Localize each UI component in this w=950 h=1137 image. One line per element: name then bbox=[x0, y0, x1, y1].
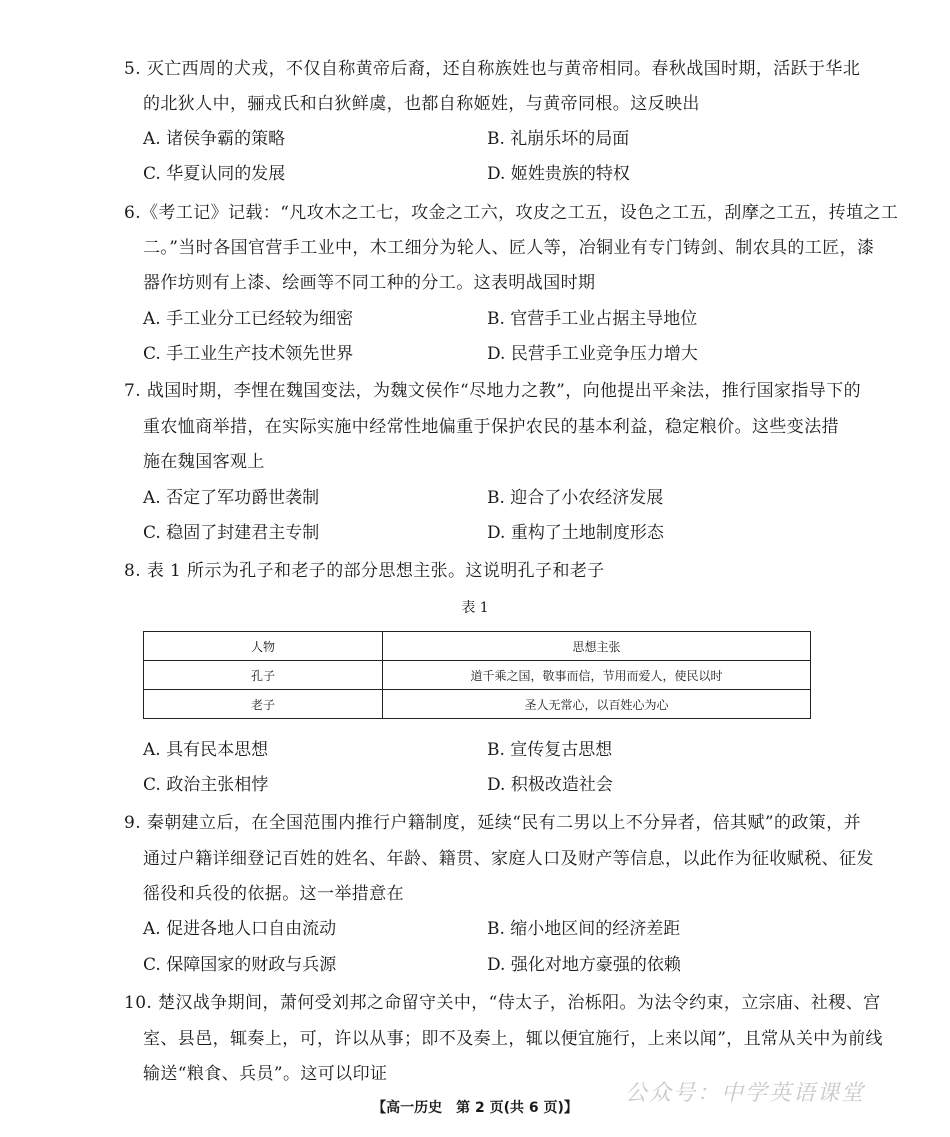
q10-stem-line-3: 输送“粮食、兵员”。这可以印证 bbox=[143, 1064, 388, 1084]
table-1 bbox=[143, 631, 811, 719]
q6-option-a: A. 手工业分工已经较为细密 bbox=[143, 309, 354, 329]
page-footer: 【高一历史 第 2 页(共 6 页)】 bbox=[372, 1100, 578, 1116]
q7-stem-line-3: 施在魏国客观上 bbox=[143, 452, 265, 472]
q6-stem-line-2: 二。”当时各国官营手工业中，木工细分为轮人、匠人等，冶铜业有专门铸剑、制农具的工匠，漆 bbox=[143, 238, 875, 258]
q10-stem-line-1: 10. 楚汉战争期间，萧何受刘邦之命留守关中，“侍太子，治栎阳。为法令约束，立宗庙、社稷、宫 bbox=[124, 993, 881, 1013]
q6-stem-line-3: 器作坊则有上漆、绘画等不同工种的分工。这表明战国时期 bbox=[143, 273, 596, 293]
q8-option-b: B. 宣传复古思想 bbox=[487, 740, 613, 760]
table-cell-person: 老子 bbox=[144, 690, 383, 719]
table-cell-thought: 道千乘之国，敬事而信，节用而爱人，使民以时 bbox=[383, 661, 811, 690]
q5-option-d: D. 姬姓贵族的特权 bbox=[487, 164, 630, 184]
q5-option-c: C. 华夏认同的发展 bbox=[143, 164, 286, 184]
q6-stem-line-1: 6.《考工记》记载：“凡攻木之工七，攻金之工六，攻皮之工五，设色之工五，刮摩之工五，抟埴之工 bbox=[124, 203, 899, 223]
table-cell-thought: 圣人无常心，以百姓心为心 bbox=[383, 690, 811, 719]
table-row bbox=[144, 690, 811, 719]
table-caption: 表 1 bbox=[461, 600, 489, 616]
q6-option-b: B. 官营手工业占据主导地位 bbox=[487, 309, 698, 329]
q6-option-d: D. 民营手工业竞争压力增大 bbox=[487, 344, 698, 364]
q9-stem-line-3: 徭役和兵役的依据。这一举措意在 bbox=[143, 884, 404, 904]
q8-option-c: C. 政治主张相悖 bbox=[143, 775, 269, 795]
q8-stem-line-1: 8. 表 1 所示为孔子和老子的部分思想主张。这说明孔子和老子 bbox=[124, 561, 605, 581]
q9-option-d: D. 强化对地方豪强的依赖 bbox=[487, 955, 681, 975]
table-row bbox=[144, 661, 811, 690]
q7-option-a: A. 否定了军功爵世袭制 bbox=[143, 488, 320, 508]
table-cell-person: 孔子 bbox=[144, 661, 383, 690]
q5-option-b: B. 礼崩乐坏的局面 bbox=[487, 129, 630, 149]
q8-option-d: D. 积极改造社会 bbox=[487, 775, 613, 795]
q5-option-a: A. 诸侯争霸的策略 bbox=[143, 129, 286, 149]
q9-stem-line-1: 9. 秦朝建立后，在全国范围内推行户籍制度，延续“民有二男以上不分异者，倍其赋”的政策，并 bbox=[124, 813, 862, 833]
q8-option-a: A. 具有民本思想 bbox=[143, 740, 269, 760]
q9-option-c: C. 保障国家的财政与兵源 bbox=[143, 955, 337, 975]
watermark-text: 公众号：中学英语课堂 bbox=[625, 1081, 866, 1106]
q9-option-b: B. 缩小地区间的经济差距 bbox=[487, 919, 681, 939]
q9-option-a: A. 促进各地人口自由流动 bbox=[143, 919, 337, 939]
q5-stem-line-2: 的北狄人中，骊戎氏和白狄鲜虞，也都自称姬姓，与黄帝同根。这反映出 bbox=[143, 94, 700, 114]
q7-option-c: C. 稳固了封建君主专制 bbox=[143, 523, 320, 543]
table-header-thought: 思想主张 bbox=[383, 632, 811, 661]
table-header-person: 人物 bbox=[144, 632, 383, 661]
q7-stem-line-1: 7. 战国时期，李悝在魏国变法，为魏文侯作“尽地力之教”，向他提出平籴法，推行国家指导下的 bbox=[124, 381, 862, 401]
q10-stem-line-2: 室、县邑，辄奏上，可，许以从事；即不及奏上，辄以便宜施行，上来以闻”，且常从关中为前线 bbox=[143, 1029, 883, 1049]
q6-option-c: C. 手工业生产技术领先世界 bbox=[143, 344, 354, 364]
q5-stem-line-1: 5. 灭亡西周的犬戎，不仅自称黄帝后裔，还自称族姓也与黄帝相同。春秋战国时期，活跃于华北 bbox=[124, 59, 861, 79]
q7-option-b: B. 迎合了小农经济发展 bbox=[487, 488, 664, 508]
q9-stem-line-2: 通过户籍详细登记百姓的姓名、年龄、籍贯、家庭人口及财产等信息，以此作为征收赋税、征发 bbox=[143, 849, 874, 869]
q7-option-d: D. 重构了土地制度形态 bbox=[487, 523, 664, 543]
q7-stem-line-2: 重农恤商举措，在实际实施中经常性地偏重于保护农民的基本利益，稳定粮价。这些变法措 bbox=[143, 417, 839, 437]
table-header-row bbox=[144, 632, 811, 661]
